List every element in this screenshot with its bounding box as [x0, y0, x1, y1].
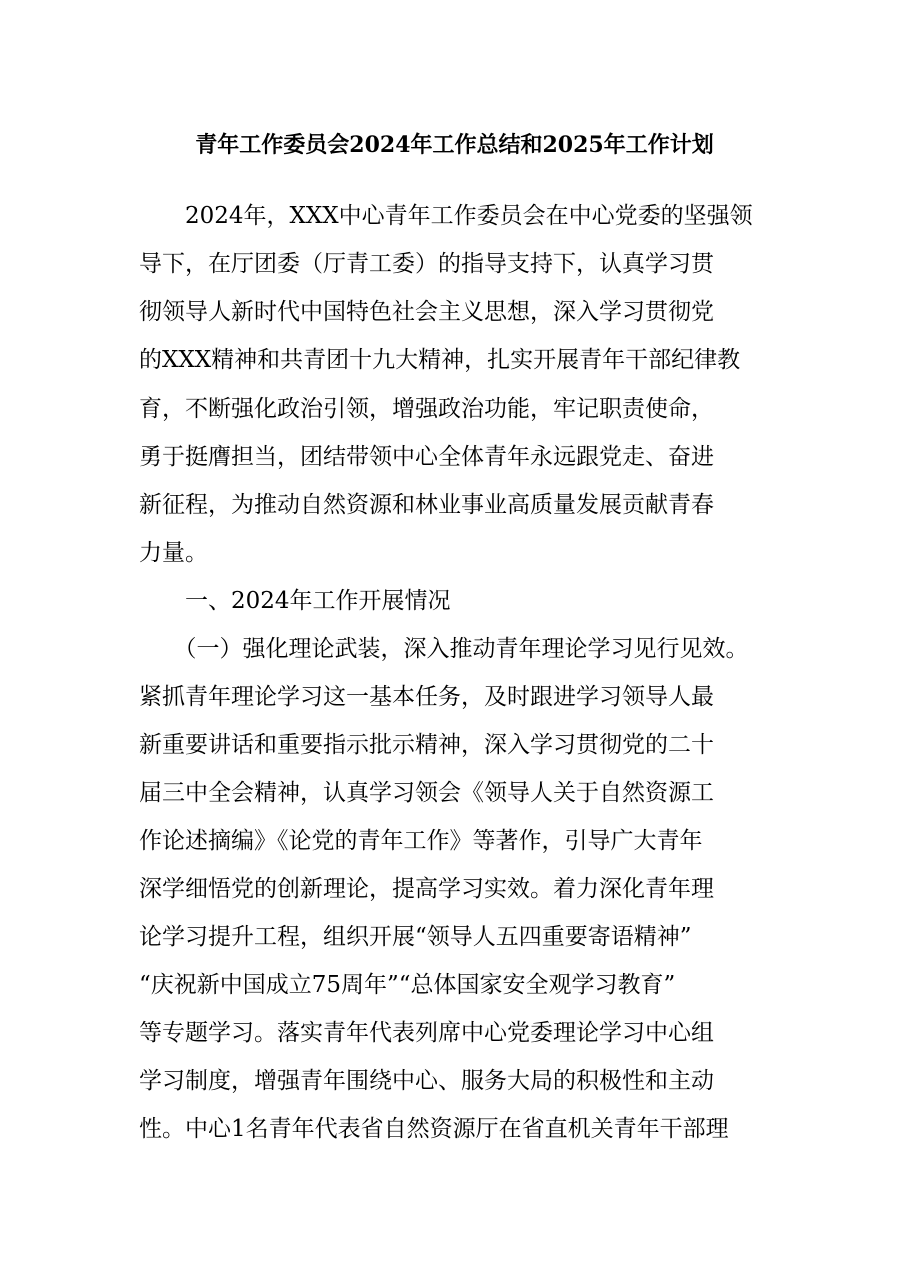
paragraph-line: 作论述摘编》《论党的青年工作》等著作，引导广大青年: [139, 828, 703, 854]
paragraph-line: 论学习提升工程，组织开展“领导人五四重要寄语精神”: [139, 924, 692, 950]
paragraph-line: 届三中全会精神，认真学习领会《领导人关于自然资源工: [139, 780, 714, 806]
paragraph-line: 新征程，为推动自然资源和林业事业高质量发展贡献青春: [139, 492, 714, 518]
paragraph-line: 紧抓青年理论学习这一基本任务，及时跟进学习领导人最: [139, 684, 714, 710]
paragraph-line: 2024年，XXX中心青年工作委员会在中心党委的坚强领: [139, 203, 753, 229]
paragraph-line: 等专题学习。落实青年代表列席中心党委理论学习中心组: [139, 1020, 714, 1046]
paragraph-line: 育，不断强化政治引领，增强政治功能，牢记职责使命，: [139, 396, 714, 422]
paragraph-line: 学习制度，增强青年围绕中心、服务大局的积极性和主动: [139, 1068, 714, 1094]
paragraph-line: 彻领导人新时代中国特色社会主义思想，深入学习贯彻党: [139, 299, 714, 325]
section-heading: 一、2024年工作开展情况: [139, 588, 451, 614]
paragraph-line: “庆祝新中国成立75周年”“总体国家安全观学习教育”: [139, 972, 676, 998]
paragraph-line: 勇于挺膺担当，团结带领中心全体青年永远跟党走、奋进: [139, 444, 714, 470]
document-title: 青年工作委员会2024年工作总结和2025年工作计划: [195, 132, 714, 158]
paragraph-line: 新重要讲话和重要指示批示精神，深入学习贯彻党的二十: [139, 732, 714, 758]
paragraph-line: 力量。: [139, 540, 208, 566]
subsection-heading: （一）强化理论武装，深入推动青年理论学习见行见效。: [139, 636, 749, 662]
paragraph-line: 性。中心1名青年代表省自然资源厅在省直机关青年干部理: [139, 1116, 729, 1142]
paragraph-line: 深学细悟党的创新理论，提高学习实效。着力深化青年理: [139, 876, 714, 902]
paragraph-line: 导下，在厅团委（厅青工委）的指导支持下，认真学习贯: [139, 251, 714, 277]
paragraph-line: 的XXX精神和共青团十九大精神，扎实开展青年干部纪律教: [139, 347, 741, 373]
